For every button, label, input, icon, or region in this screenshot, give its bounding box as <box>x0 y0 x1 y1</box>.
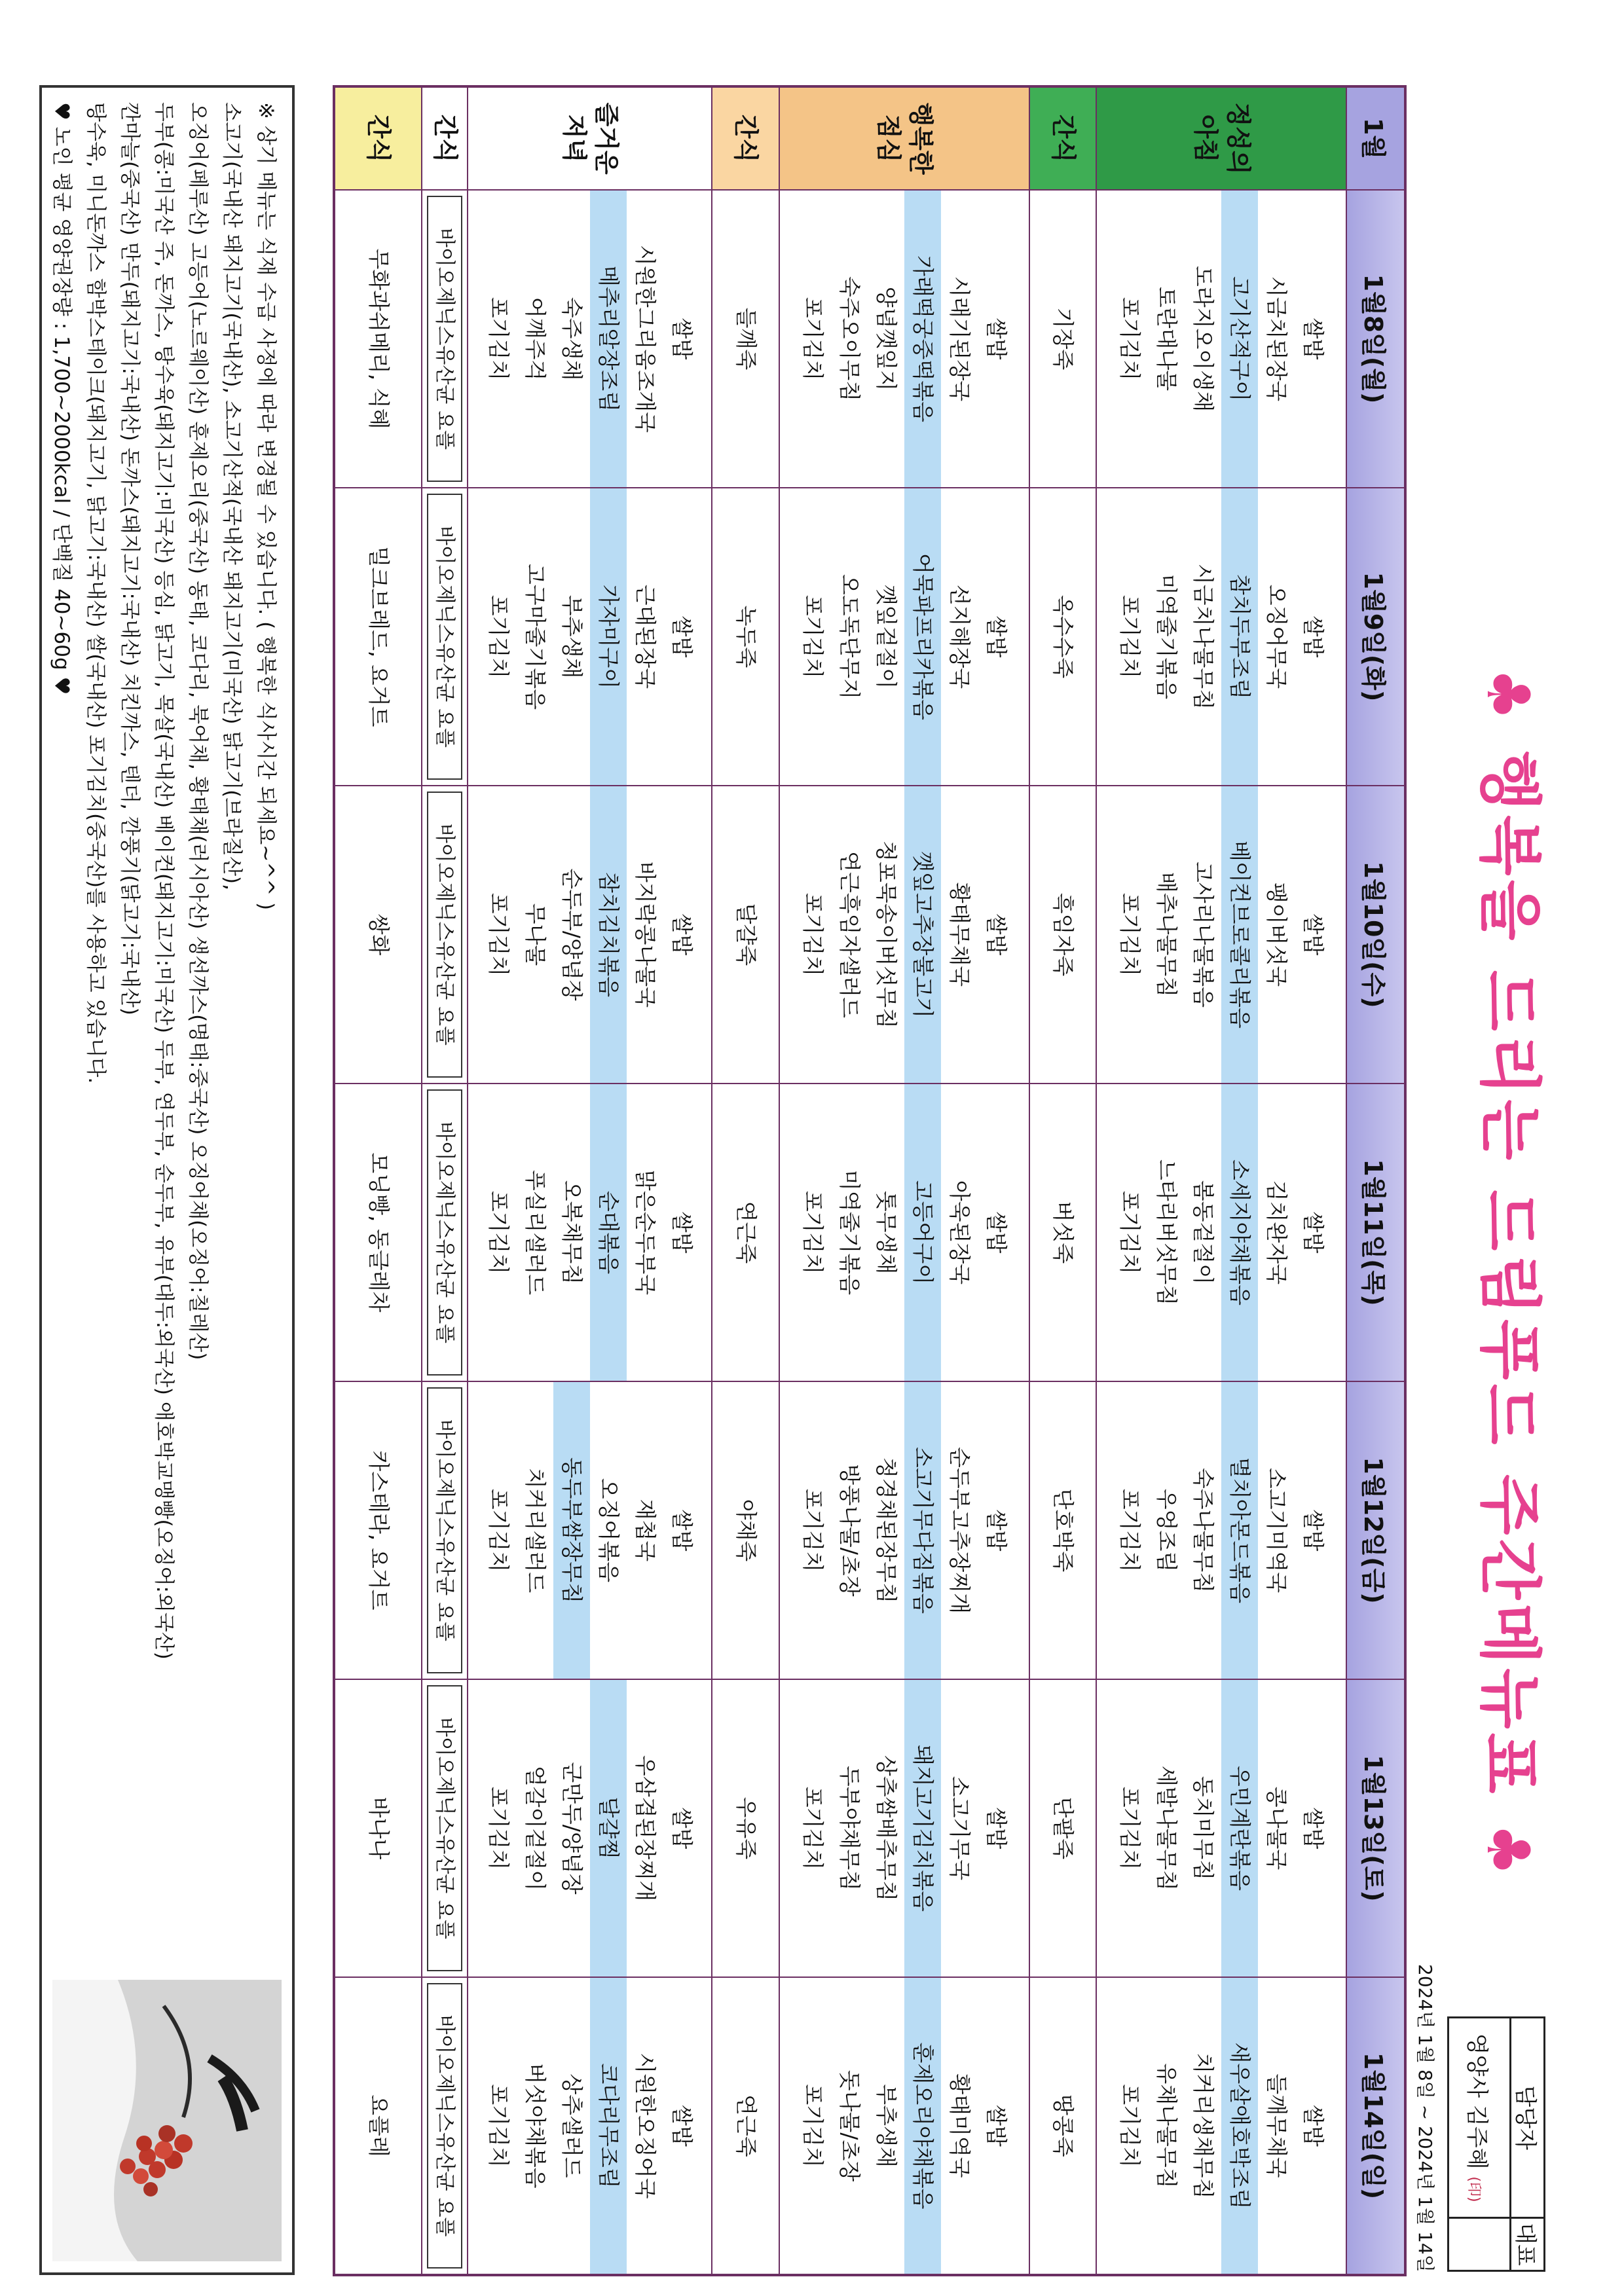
menu-item: 유채나물무침 <box>1154 2063 1180 2189</box>
menu-cell <box>1096 1084 1346 1381</box>
menu-item: 쌀밥 <box>669 2105 695 2147</box>
menu-item: 무나물 <box>522 903 548 966</box>
berry <box>136 2136 152 2151</box>
menu-item: 포기김치 <box>485 1190 511 1275</box>
approval-header-staff: 담당자 <box>1511 2018 1545 2218</box>
menu-item-main-dish: 고기산적구이 <box>1221 191 1258 487</box>
menu-item: 연근죽 <box>733 2094 759 2157</box>
menu-cell <box>1029 786 1096 1084</box>
menu-cell <box>468 1679 712 1977</box>
menu-cell <box>779 1381 1029 1679</box>
menu-item: 포기김치 <box>1117 1190 1143 1275</box>
menu-item: 포기김치 <box>1117 2084 1143 2168</box>
menu-row-snack1 <box>1029 86 1096 2275</box>
menu-item: 들깨무채국 <box>1264 2073 1290 2178</box>
menu-row-snack3 <box>422 86 468 2275</box>
note-line: ♥ 노인 평균 영양권장량 : 1,700~2000kcal / 단백질 40~60g ♥ <box>50 102 73 695</box>
menu-item: 쌀밥 <box>669 615 695 658</box>
menu-item-main-dish: 고등어구이 <box>904 1084 941 1381</box>
menu-item: 오복채무침 <box>559 1180 585 1285</box>
menu-item: 상추쌈배추무침 <box>873 1755 899 1902</box>
menu-item: 포기김치 <box>1117 594 1143 679</box>
menu-item: 달걀죽 <box>733 903 759 966</box>
menu-item: 미역줄기볶음 <box>1154 574 1180 700</box>
approval-header-ceo: 대표 <box>1511 2218 1545 2271</box>
berry <box>133 2168 149 2184</box>
approval-box <box>1447 2016 1545 2272</box>
menu-cell <box>712 1084 779 1381</box>
month-label: 1월 <box>1346 86 1405 190</box>
menu-item-main-dish: 동두부쌈장무침 <box>553 1382 590 1679</box>
menu-cell <box>1096 1381 1346 1679</box>
title-text: 행복을 드리는 드림푸드 주간메뉴표 <box>1473 750 1546 1798</box>
note-line: 소고기(국내산 돼지고기(국내산), 소고기산적(국내산 돼지고기(미국산) 닭고기(브라질산), <box>220 102 244 890</box>
menu-item: 어깨주걱 <box>522 297 548 381</box>
menu-item: 고구마줄기볶음 <box>522 563 548 710</box>
berry <box>143 2182 158 2196</box>
menu-item: 동치미무침 <box>1190 1776 1217 1881</box>
menu-item: 쌀밥 <box>669 1509 695 1552</box>
menu-row-snack2 <box>712 86 779 2275</box>
row-label: 간식 <box>422 86 468 190</box>
menu-cell <box>422 786 468 1084</box>
menu-item-main-dish: 참치김치볶음 <box>590 786 627 1083</box>
berry <box>120 2159 136 2174</box>
menu-item-main-dish: 베이컨브로콜리볶음 <box>1221 786 1258 1083</box>
menu-cell <box>422 1977 468 2275</box>
menu-item: 포기김치 <box>485 892 511 977</box>
menu-item: 배추나물무침 <box>1154 871 1180 998</box>
menu-item: 포기김치 <box>800 1786 826 1870</box>
menu-item: 바이오제닉스유산균 요플 <box>427 792 462 1078</box>
menu-item: 포기김치 <box>1117 892 1143 977</box>
menu-cell <box>1029 488 1096 786</box>
menu-item: 우삼겹된장찌개 <box>632 1755 658 1902</box>
menu-cell <box>1029 1977 1096 2275</box>
menu-item: 청경채된장무침 <box>873 1457 899 1604</box>
menu-item: 바이오제닉스유산균 요플 <box>427 494 462 780</box>
seal-stamp: (印) <box>1466 2176 1483 2202</box>
menu-item: 선지해장국 <box>946 584 972 689</box>
menu-item: 단팥죽 <box>1050 1796 1077 1860</box>
menu-item-main-dish: 소고기무다짐볶음 <box>904 1382 941 1679</box>
menu-item: 쌀밥 <box>983 1211 1009 1254</box>
note-line: 깐마늘(중국산) 만두(돼지고기:국내산) 돈까스(돼지고기:국내산) 치킨까스, 텐더, 깐풍기(닭고기:국내산) <box>118 102 141 1015</box>
menu-item-main-dish: 메추리알장조림 <box>590 191 627 487</box>
menu-item: 연근흑임자샐러드 <box>836 850 862 1019</box>
menu-item: 시금치된장국 <box>1264 276 1290 402</box>
menu-item: 쌀밥 <box>983 318 1009 360</box>
menu-item-main-dish: 우민계란볶음 <box>1221 1680 1258 1977</box>
approval-ceo-blank <box>1449 2218 1511 2271</box>
menu-item: 쌀밥 <box>983 1509 1009 1552</box>
menu-item: 쌀밥 <box>1301 1807 1327 1850</box>
menu-cell <box>468 1381 712 1679</box>
menu-cell <box>1029 1679 1096 1977</box>
menu-cell <box>779 488 1029 786</box>
menu-item: 포기김치 <box>800 2084 826 2168</box>
menu-item: 포기김치 <box>800 892 826 977</box>
menu-item-main-dish: 참치두부조림 <box>1221 488 1258 785</box>
menu-item: 바이오제닉스유산균 요플 <box>427 1983 462 2269</box>
menu-item: 바이오제닉스유산균 요플 <box>427 196 462 482</box>
menu-cell <box>468 786 712 1084</box>
menu-item: 푸실리샐러드 <box>522 1169 548 1296</box>
menu-cell <box>468 488 712 786</box>
menu-cell <box>712 786 779 1084</box>
menu-item: 시원한오징어국 <box>632 2052 658 2199</box>
menu-item: 톳무생채 <box>873 1190 899 1275</box>
menu-item: 황태무채국 <box>946 882 972 987</box>
menu-item-main-dish: 깻잎고추장불고기 <box>904 786 941 1083</box>
menu-item: 옥수수죽 <box>1050 594 1077 679</box>
day-header: 1월12일(금) <box>1346 1381 1405 1679</box>
menu-item: 순두부고추장찌개 <box>946 1446 972 1614</box>
weekly-menu-table <box>333 85 1407 2276</box>
row-label: 행복한 점심 <box>779 86 1029 190</box>
menu-item-main-dish: 훈제오리야채볶음 <box>904 1978 941 2274</box>
menu-row-dinner <box>468 86 712 2275</box>
day-header: 1월14일(일) <box>1346 1977 1405 2275</box>
menu-cell <box>1029 1084 1096 1381</box>
menu-cell <box>779 190 1029 488</box>
menu-item: 무화과쉬메리, 식혜 <box>365 248 392 429</box>
menu-cell <box>1096 1679 1346 1977</box>
menu-cell <box>712 1679 779 1977</box>
menu-cell <box>468 190 712 488</box>
menu-item: 바나나 <box>365 1796 392 1860</box>
menu-item: 쌀밥 <box>983 913 1009 956</box>
note-line: ※ 상기 메뉴는 식재 수급 사정에 따라 변경될 수 있습니다. ( 행복한 식사시간 되세요~^^ ) <box>254 102 278 911</box>
row-label: 즐거운 저녁 <box>468 86 712 190</box>
menu-item: 포기김치 <box>1117 297 1143 381</box>
menu-cell <box>334 488 422 786</box>
menu-cell <box>334 1679 422 1977</box>
menu-item: 김치완자국 <box>1264 1180 1290 1285</box>
menu-cell <box>779 1679 1029 1977</box>
menu-item: 부추생채 <box>873 2084 899 2168</box>
menu-item: 봄동겉절이 <box>1190 1180 1217 1285</box>
menu-item: 버섯야채볶음 <box>522 2063 548 2189</box>
menu-item: 오도독단무지 <box>836 574 862 700</box>
menu-cell <box>712 488 779 786</box>
menu-item: 쌀밥 <box>983 1807 1009 1850</box>
menu-item: 재첩국 <box>632 1499 658 1562</box>
menu-cell <box>422 1381 468 1679</box>
menu-item: 카스테라, 요거트 <box>365 1450 392 1611</box>
menu-row-morning <box>1096 86 1346 2275</box>
menu-item: 맑은순두부국 <box>632 1169 658 1296</box>
menu-cell <box>779 786 1029 1084</box>
menu-row-snack4 <box>334 86 422 2275</box>
menu-item: 콩나물국 <box>1264 1786 1290 1870</box>
menu-cell <box>334 1084 422 1381</box>
menu-cell <box>712 1381 779 1679</box>
menu-item: 연근죽 <box>733 1201 759 1264</box>
menu-item: 쌀밥 <box>669 318 695 360</box>
menu-item: 소고기무국 <box>946 1776 972 1881</box>
menu-cell <box>468 1084 712 1381</box>
menu-item: 포기김치 <box>800 1488 826 1573</box>
menu-item-main-dish: 새우살애호박조림 <box>1221 1978 1258 2274</box>
menu-cell <box>334 1977 422 2275</box>
menu-item: 순두부/양념장 <box>559 868 585 1001</box>
menu-item: 쌀밥 <box>983 2105 1009 2147</box>
menu-item: 쌀밥 <box>1301 615 1327 658</box>
menu-item-main-dish: 소세지야채볶음 <box>1221 1084 1258 1381</box>
menu-item: 치커리샐러드 <box>522 1467 548 1594</box>
menu-item: 시원한그리움조개국 <box>632 245 658 433</box>
notes-box <box>39 85 295 2275</box>
menu-item: 방풍나물/초장 <box>836 1464 862 1597</box>
menu-item-main-dish: 가자미구이 <box>590 488 627 785</box>
menu-item: 쌀밥 <box>1301 1211 1327 1254</box>
menu-item-main-dish: 달걀찜 <box>590 1680 627 1977</box>
day-header: 1월10일(수) <box>1346 786 1405 1084</box>
menu-item-main-dish: 돼지고기김치볶음 <box>904 1680 941 1977</box>
menu-cell <box>779 1977 1029 2275</box>
menu-item: 얼갈이겉절이 <box>522 1765 548 1891</box>
note-line: 탕수육, 미니돈까스 함박스테이크(돼지고기, 닭고기:국내산) 쌀(국내산) 포기김치(중국산)를 사용하고 있습니다. <box>84 102 107 1084</box>
menu-item: 돗나물/초장 <box>836 2069 862 2182</box>
menu-item: 우유죽 <box>733 1796 759 1860</box>
menu-item: 근대된장국 <box>632 584 658 689</box>
menu-item: 포기김치 <box>485 1488 511 1573</box>
row-label: 간식 <box>334 86 422 190</box>
day-header: 1월8일(월) <box>1346 190 1405 488</box>
menu-cell <box>468 1977 712 2275</box>
menu-cell <box>712 190 779 488</box>
menu-item: 쌍화 <box>365 913 392 956</box>
menu-item: 기장죽 <box>1050 307 1077 371</box>
day-header: 1월13일(토) <box>1346 1679 1405 1977</box>
menu-item-main-dish: 어묵파프리카볶음 <box>904 488 941 785</box>
menu-item: 흑임자죽 <box>1050 892 1077 977</box>
menu-item: 청포묵송이버섯무침 <box>873 841 899 1029</box>
menu-item: 포기김치 <box>485 2084 511 2168</box>
menu-item: 요플레 <box>365 2094 392 2157</box>
berry <box>174 2134 193 2153</box>
menu-item: 쌀밥 <box>669 1211 695 1254</box>
menu-item: 숙주생채 <box>559 297 585 381</box>
menu-item: 포기김치 <box>485 1786 511 1870</box>
menu-item: 포기김치 <box>800 1190 826 1275</box>
menu-item: 단호박죽 <box>1050 1488 1077 1573</box>
notes-text <box>45 102 283 1975</box>
menu-cell <box>1096 786 1346 1084</box>
signer-name: 영양사 김주혜 <box>1464 2033 1490 2170</box>
menu-item: 쌀밥 <box>1301 913 1327 956</box>
menu-item: 양념깻잎지 <box>873 286 899 392</box>
menu-item: 세발나물무침 <box>1154 1765 1180 1891</box>
date-range: 2024년 1월 8일 ~ 2024년 1월 14일 <box>1414 1964 1436 2272</box>
menu-item: 우엉조림 <box>1154 1488 1180 1573</box>
menu-item: 포기김치 <box>485 297 511 381</box>
menu-item: 도라지오이생채 <box>1190 265 1217 412</box>
menu-item: 바이오제닉스유산균 요플 <box>427 1387 462 1673</box>
heart-icon: ♣ <box>1473 668 1542 725</box>
menu-item: 시래기된장국 <box>946 276 972 402</box>
menu-item: 소고기미역국 <box>1264 1467 1290 1594</box>
row-label: 간식 <box>1029 86 1096 190</box>
menu-item-main-dish: 가래떡궁중떡볶음 <box>904 191 941 487</box>
heart-icon: ♣ <box>1473 1823 1542 1880</box>
menu-item: 밀크브레드, 요거트 <box>365 546 392 727</box>
menu-item: 쌀밥 <box>1301 1509 1327 1552</box>
menu-item: 황태미역국 <box>946 2073 972 2178</box>
menu-item: 포기김치 <box>800 594 826 679</box>
menu-item: 버섯죽 <box>1050 1201 1077 1264</box>
menu-item: 쌀밥 <box>669 1807 695 1850</box>
day-header: 1월9일(화) <box>1346 488 1405 786</box>
menu-cell <box>422 1679 468 1977</box>
menu-cell <box>334 1381 422 1679</box>
menu-item: 바지락콩나물국 <box>632 861 658 1008</box>
menu-item: 모닝빵, 동글레차 <box>365 1152 392 1313</box>
menu-item: 포기김치 <box>1117 1488 1143 1573</box>
menu-item: 팽이버섯국 <box>1264 882 1290 987</box>
table-header-row <box>1346 86 1405 2275</box>
menu-item-main-dish: 순대볶음 <box>590 1084 627 1381</box>
row-label: 정성의 아침 <box>1096 86 1346 190</box>
menu-row-lunch <box>779 86 1029 2275</box>
menu-item: 치커리생채무침 <box>1190 2052 1217 2199</box>
menu-item: 쌀밥 <box>1301 318 1327 360</box>
menu-item: 상추샐러드 <box>559 2073 585 2178</box>
menu-item: 쌀밥 <box>669 913 695 956</box>
day-header: 1월11일(목) <box>1346 1084 1405 1381</box>
menu-item: 토란대나물 <box>1154 286 1180 392</box>
menu-item: 들깨죽 <box>733 307 759 371</box>
menu-cell <box>779 1084 1029 1381</box>
menu-item: 느타리버섯무침 <box>1154 1159 1180 1306</box>
menu-item: 녹두죽 <box>733 605 759 668</box>
menu-item: 깻잎겉절이 <box>873 584 899 689</box>
menu-item: 고사리나물볶음 <box>1190 861 1217 1008</box>
menu-cell <box>712 1977 779 2275</box>
menu-item: 포기김치 <box>1117 1786 1143 1870</box>
menu-cell <box>1096 190 1346 488</box>
menu-item: 시금치나물무침 <box>1190 563 1217 710</box>
menu-item: 땅콩죽 <box>1050 2094 1077 2157</box>
menu-cell <box>1096 1977 1346 2275</box>
menu-cell <box>1029 1381 1096 1679</box>
menu-item: 숙주나물무침 <box>1190 1467 1217 1594</box>
menu-item: 야채죽 <box>733 1499 759 1562</box>
menu-item-main-dish: 코다리무조림 <box>590 1978 627 2274</box>
menu-item: 두부야채무침 <box>836 1765 862 1891</box>
menu-item: 오징어무국 <box>1264 584 1290 689</box>
menu-cell <box>422 488 468 786</box>
approval-signer <box>1449 2018 1511 2218</box>
menu-cell <box>1096 488 1346 786</box>
menu-item: 아욱된장국 <box>946 1180 972 1285</box>
menu-cell <box>334 190 422 488</box>
page-title <box>1457 668 1562 2134</box>
menu-item-main-dish: 멸치아몬드볶음 <box>1221 1382 1258 1679</box>
note-line: 오징어(페루산) 고등어(노르웨이산) 훈제오리(중국산) 동태, 코다리, 북어채, 황태채(러시아산) 생선까스(명태:중국산) 오징어채(오징어:칠레산) <box>186 102 210 1360</box>
menu-item: 포기김치 <box>485 594 511 679</box>
menu-item: 군만두/양념장 <box>559 1762 585 1895</box>
menu-item: 숙주오이무침 <box>836 276 862 402</box>
menu-table-body <box>334 86 1405 2275</box>
menu-item: 쌀밥 <box>983 615 1009 658</box>
menu-item: 부추생채 <box>559 594 585 679</box>
menu-item: 바이오제닉스유산균 요플 <box>427 1089 462 1376</box>
menu-item: 포기김치 <box>800 297 826 381</box>
berry <box>158 2125 175 2142</box>
winter-berries-photo <box>52 1980 282 2261</box>
menu-item: 쌀밥 <box>1301 2105 1327 2147</box>
row-label: 간식 <box>712 86 779 190</box>
berry <box>155 2141 173 2159</box>
menu-cell <box>1029 190 1096 488</box>
menu-item: 오징어볶음 <box>595 1478 621 1583</box>
menu-cell <box>422 190 468 488</box>
menu-cell <box>334 786 422 1084</box>
menu-cell <box>422 1084 468 1381</box>
menu-item: 미역줄기볶음 <box>836 1169 862 1296</box>
note-line: 두부(콩:미국산 주, 돈까스, 탕수육(돼지고기:미국산) 등심, 닭고기, 목살(국내산) 베이컨(돼지고기:미국산) 두부, 연두부, 순두부, 유부(대두:외국산) 애호박교맹빵(오징어:외국산) <box>152 102 175 1660</box>
menu-item: 바이오제닉스유산균 요플 <box>427 1685 462 1971</box>
